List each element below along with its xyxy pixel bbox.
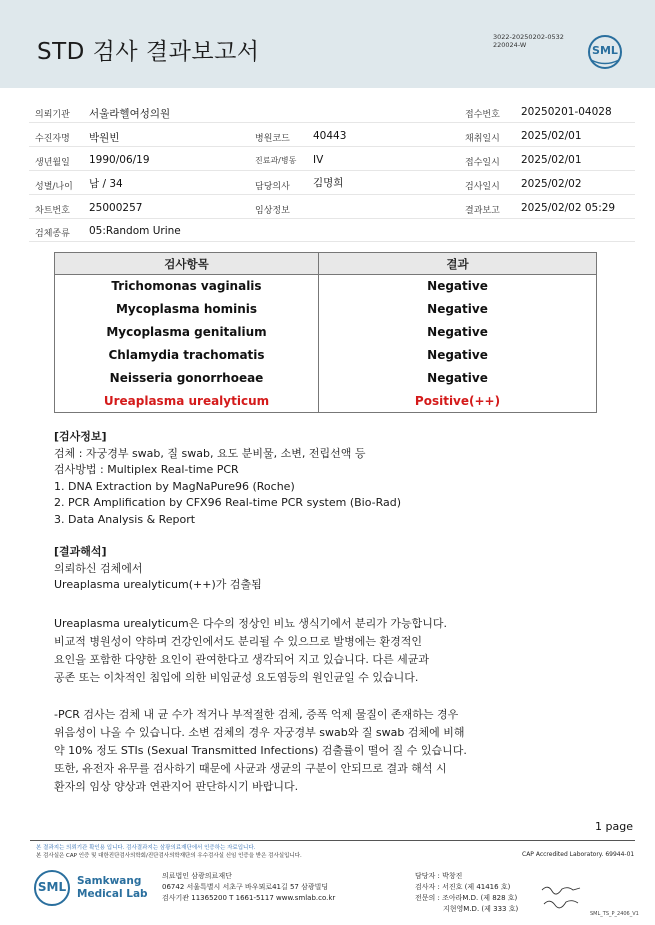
signature-icon (540, 882, 585, 912)
patient-label: 수진자명 (35, 134, 70, 144)
results-table (54, 252, 597, 413)
document-code-line1: 3022-20250202-0532 (493, 33, 564, 41)
report-label: 결과보고 (465, 206, 500, 216)
test-result: Negative (319, 298, 597, 321)
paragraph-line: 위음성이 나올 수 있습니다. 소변 검체의 경우 자궁경부 swab와 질 swab 검체에 비해 (54, 726, 465, 739)
ward-code-value: 40443 (313, 130, 347, 142)
table-header-row (55, 253, 597, 275)
collect-date-value: 2025/02/01 (521, 130, 582, 142)
test-info-line: 3. Data Analysis & Report (54, 512, 196, 526)
test-info-line: 검사방법 : Multiplex Real-time PCR (54, 463, 239, 476)
test-result: Negative (319, 275, 597, 298)
samkwang-logo-text: SML (37, 880, 67, 894)
report-value: 2025/02/02 05:29 (521, 202, 616, 214)
test-item-positive: Ureaplasma urealyticum (55, 390, 319, 413)
report-title: STD 검사 결과보고서 (37, 39, 260, 65)
paragraph-line: 또한, 유전자 유무를 검사하기 때문에 사균과 생균의 구분이 안되므로 결과 해석 시 (54, 762, 447, 775)
staff-info (415, 871, 518, 915)
info-row (29, 172, 635, 195)
chart-no-label: 차트번호 (35, 206, 70, 216)
staff-line: 검사자 : 서진호 (제 41416 호) (415, 883, 511, 891)
test-item: Neisseria gonorrhoeae (55, 367, 319, 390)
cap-accreditation: CAP Accredited Laboratory. 69944-01 (522, 851, 635, 858)
paragraph-line: 요인을 포함한 다양한 요인이 관여한다고 생각되어 지고 있습니다. 다른 세균과 (54, 653, 429, 666)
org-line: 의료법인 삼광의료재단 (162, 872, 232, 880)
paragraph-line: Ureaplasma urealyticum은 다수의 정상인 비뇨 생식기에서 분리가 가능합니다. (54, 617, 447, 630)
reception-no-value: 20250201-04028 (521, 106, 612, 118)
table-row (55, 275, 597, 298)
sex-age-label: 성별/나이 (35, 182, 73, 192)
organization-info (162, 871, 335, 904)
receipt-date-label: 접수일시 (465, 158, 500, 168)
table-row (55, 390, 597, 413)
info-row (29, 124, 635, 147)
table-row (55, 298, 597, 321)
document-code-line2: 220024-W (493, 41, 527, 49)
test-result: Negative (319, 321, 597, 344)
institution-label: 의뢰기관 (35, 110, 70, 120)
reception-no-label: 접수번호 (465, 110, 500, 120)
paragraph-line: 환자의 임상 양상과 연관지어 판단하시기 바랍니다. (54, 780, 299, 793)
column-header-result: 결과 (319, 253, 597, 275)
interpretation-line: 의뢰하신 검체에서 (54, 561, 143, 575)
test-item: Chlamydia trachomatis (55, 344, 319, 367)
ward-code-label: 병원코드 (255, 134, 290, 144)
paragraph-line: 약 10% 정도 STIs (Sexual Transmitted Infections) 검출률이 떨어 질 수 있습니다. (54, 744, 467, 757)
dept-value: IV (313, 154, 324, 166)
interpretation-paragraph-2 (54, 706, 524, 796)
receipt-date-value: 2025/02/01 (521, 154, 582, 166)
test-result-positive: Positive(++) (319, 390, 597, 413)
test-item: Mycoplasma hominis (55, 298, 319, 321)
interpretation-paragraph-1 (54, 615, 524, 687)
info-row (29, 219, 635, 242)
brand-line2: Medical Lab (77, 887, 148, 900)
birth-label: 생년월일 (35, 158, 70, 168)
info-row (29, 148, 635, 171)
org-line: 06742 서울특별시 서초구 바우뫼로41길 57 삼광빌딩 (162, 883, 329, 891)
test-date-label: 검사일시 (465, 182, 500, 192)
patient-value: 박원빈 (89, 132, 120, 144)
interpretation-heading: [결과해석] (54, 545, 107, 558)
staff-line: 지현영M.D. (제 333 호) (443, 905, 519, 913)
table-row (55, 344, 597, 367)
test-result: Negative (319, 367, 597, 390)
interpretation-section (54, 544, 524, 594)
brand-line1: Samkwang (77, 875, 142, 887)
column-header-item: 검사항목 (55, 253, 319, 275)
footer-notice: 본 결과지는 의뢰기관 확인용 입니다. 검사결과지는 삼광의료재단에서 인증하는 자료입니다. (36, 845, 256, 851)
info-row (29, 100, 635, 123)
info-row (29, 196, 635, 219)
test-item: Trichomonas vaginalis (55, 275, 319, 298)
form-code: SML_TS_P_2406_V1 (590, 911, 639, 917)
org-line: 검사기관 11365200 T 1661-5117 www.smlab.co.kr (162, 894, 336, 902)
sml-logo-text: SML (592, 44, 618, 57)
institution-value: 서울라헬여성의원 (89, 108, 171, 120)
table-row (55, 367, 597, 390)
table-row (55, 321, 597, 344)
test-info-line: 검체 : 자궁경부 swab, 질 swab, 요도 분비물, 소변, 전립선액 등 (54, 446, 366, 460)
paragraph-line: -PCR 검사는 검체 내 균 수가 적거나 부적절한 검체, 증폭 억제 물질이 존재하는 경우 (54, 708, 459, 721)
test-result: Negative (319, 344, 597, 367)
specimen-value: 05:Random Urine (89, 225, 181, 237)
doctor-value: 김명희 (313, 177, 344, 189)
test-date-value: 2025/02/02 (521, 178, 582, 190)
paragraph-line: 공존 또는 이차적인 침입에 의한 비임균성 요도염등의 원인균일 수 있습니다. (54, 671, 419, 684)
birth-value: 1990/06/19 (89, 154, 150, 166)
specimen-label: 검체종류 (35, 229, 70, 239)
test-info-line: 2. PCR Amplification by CFX96 Real-time PCR system (Bio-Rad) (54, 496, 402, 509)
logo-swoosh-icon (589, 58, 621, 66)
chart-no-value: 25000257 (89, 202, 143, 214)
test-info-section (54, 429, 524, 528)
sex-age-value: 남 / 34 (89, 178, 123, 190)
page-number: 1 page (595, 820, 633, 833)
paragraph-line: 비교적 병원성이 약하며 건강인에서도 분리될 수 있으므로 발병에는 환경적인 (54, 635, 423, 648)
test-info-heading: [검사정보] (54, 430, 107, 443)
doctor-label: 담당의사 (255, 182, 290, 192)
document-code (493, 33, 564, 49)
clinical-label: 임상정보 (255, 206, 290, 216)
footer-divider (30, 840, 635, 841)
test-info-line: 1. DNA Extraction by MagNaPure96 (Roche) (54, 479, 295, 493)
footer-certification: 본 검사실은 CAP 인증 및 대한진단검사의학회/진단검사의학재단의 우수검사실 신임 인증을 받은 검사실입니다. (36, 853, 302, 859)
collect-date-label: 채취일시 (465, 134, 500, 144)
brand-name (77, 875, 148, 900)
staff-line: 담당자 : 박창진 (415, 872, 463, 880)
test-item: Mycoplasma genitalium (55, 321, 319, 344)
staff-line: 전문의 : 조아라M.D. (제 828 호) (415, 894, 518, 902)
interpretation-line: Ureaplasma urealyticum(++)가 검출됨 (54, 578, 262, 591)
dept-label: 진료과/병동 (255, 156, 297, 165)
